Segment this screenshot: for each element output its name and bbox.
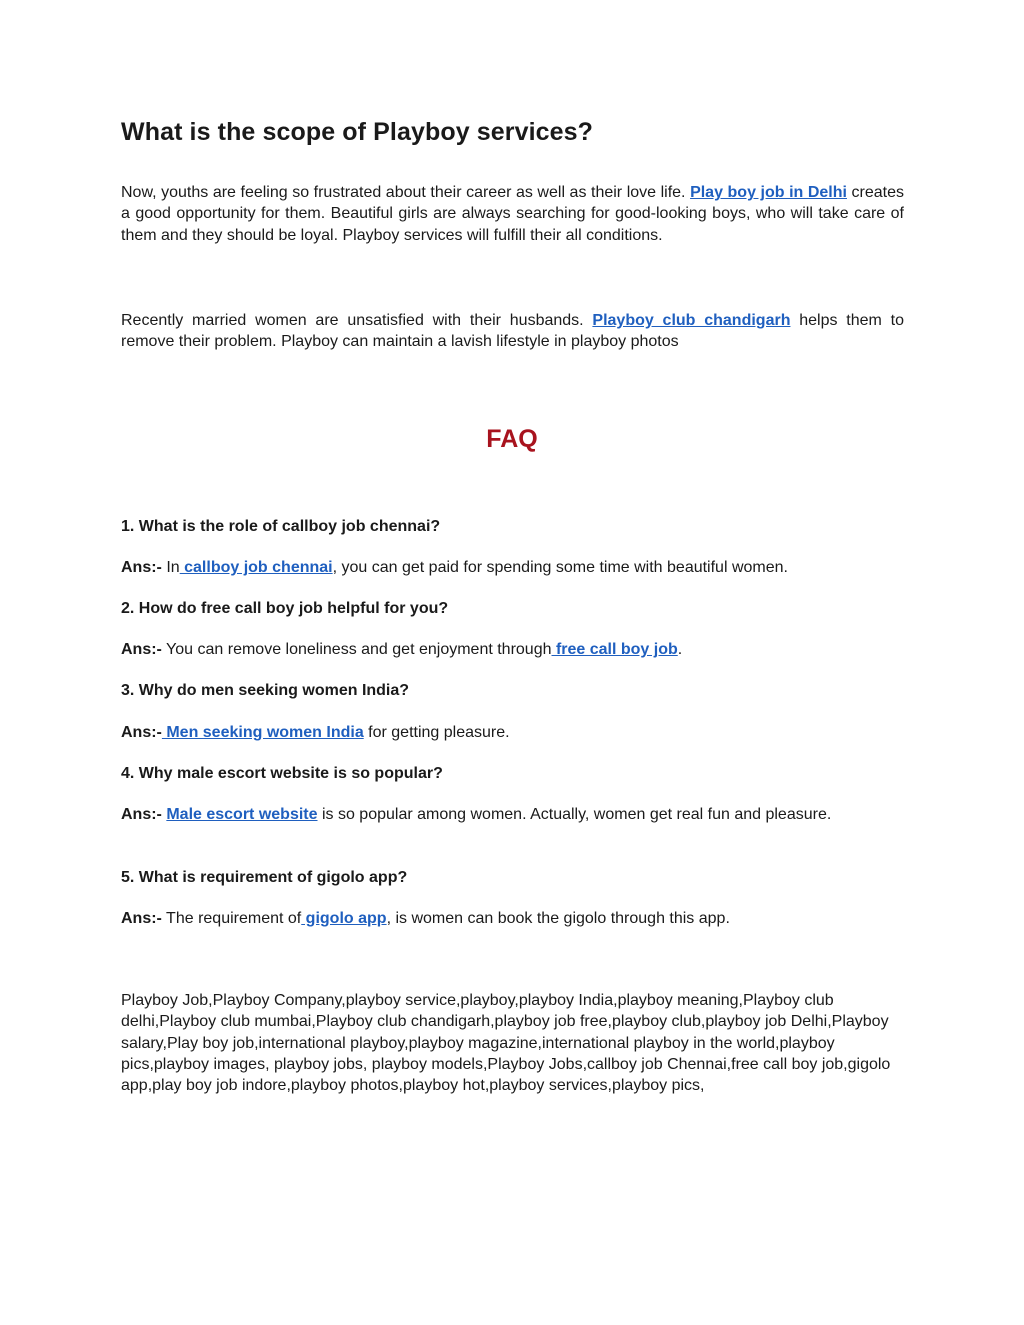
faq-question-1: 1. What is the role of callboy job chennai? [121,518,441,535]
faq-answer-5 [121,908,904,929]
answer-text-before: The requirement of [161,910,302,927]
answer-text-before: In [161,559,180,576]
second-paragraph [121,310,904,353]
answer-text-after: , is women can book the gigolo through this app. [386,910,730,927]
faq-question-3: 3. Why do men seeking women India? [121,682,410,699]
answer-label: Ans:- [121,724,162,741]
answer-label: Ans:- [121,806,162,823]
gigolo-app-link[interactable]: gigolo app [301,910,387,927]
answer-label: Ans:- [121,559,162,576]
answer-text-after: is so popular among women. Actually, women get real fun and pleasure. [317,806,832,823]
answer-text-after: , you can get paid for spending some time with beautiful women. [332,559,788,576]
second-text-after: helps them to remove their problem. Playboy can maintain a lavish lifestyle in playboy photos [121,312,904,351]
faq-answer-1 [121,557,904,578]
faq-answer-3 [121,722,904,743]
keyword-tags: Playboy Job,Playboy Company,playboy service,playboy,playboy India,playboy meaning,Playboy club delhi,Playboy club mumbai,Playboy club chandigarh,playboy job free,playboy club,playboy job Delhi,Playboy salary,Play boy job,international playboy,playboy magazine,international playboy in the world,playboy pics,playboy images, playboy jobs, playboy models,Playboy Jobs,callboy job Chennai,free call boy job,gigolo app,play boy job indore,playboy photos,playboy hot,playboy services,playboy pics, [121,992,891,1095]
answer-label: Ans:- [121,910,162,927]
callboy-job-chennai-link[interactable]: callboy job chennai [179,559,333,576]
answer-text-after: . [677,641,683,658]
playboy-club-chandigarh-link[interactable]: Playboy club chandigarh [592,312,791,329]
second-text-before: Recently married women are unsatisfied with their husbands. [121,312,593,329]
faq-heading: FAQ [486,425,538,453]
male-escort-website-link[interactable]: Male escort website [166,806,318,823]
answer-text-before: You can remove loneliness and get enjoyment through [161,641,552,658]
faq-question-2: 2. How do free call boy job helpful for you? [121,600,449,617]
play-boy-job-in-delhi-link[interactable]: Play boy job in Delhi [690,184,847,201]
faq-answer-2 [121,639,904,660]
free-call-boy-job-link[interactable]: free call boy job [551,641,678,658]
men-seeking-women-india-link[interactable]: Men seeking women India [161,724,364,741]
answer-label: Ans:- [121,641,162,658]
answer-text-after: for getting pleasure. [363,724,510,741]
intro-text-before: Now, youths are feeling so frustrated about their career as well as their love life. [121,184,691,201]
page-title: What is the scope of Playboy services? [121,118,594,146]
faq-question-4: 4. Why male escort website is so popular? [121,765,443,782]
intro-paragraph [121,182,904,246]
intro-text-after: creates a good opportunity for them. Beautiful girls are always searching for good-looking boys, who will take care of them and they should be loyal. Playboy services will fulfill their all conditions. [121,184,905,244]
faq-answer-4 [121,804,904,825]
faq-question-5: 5. What is requirement of gigolo app? [121,869,408,886]
